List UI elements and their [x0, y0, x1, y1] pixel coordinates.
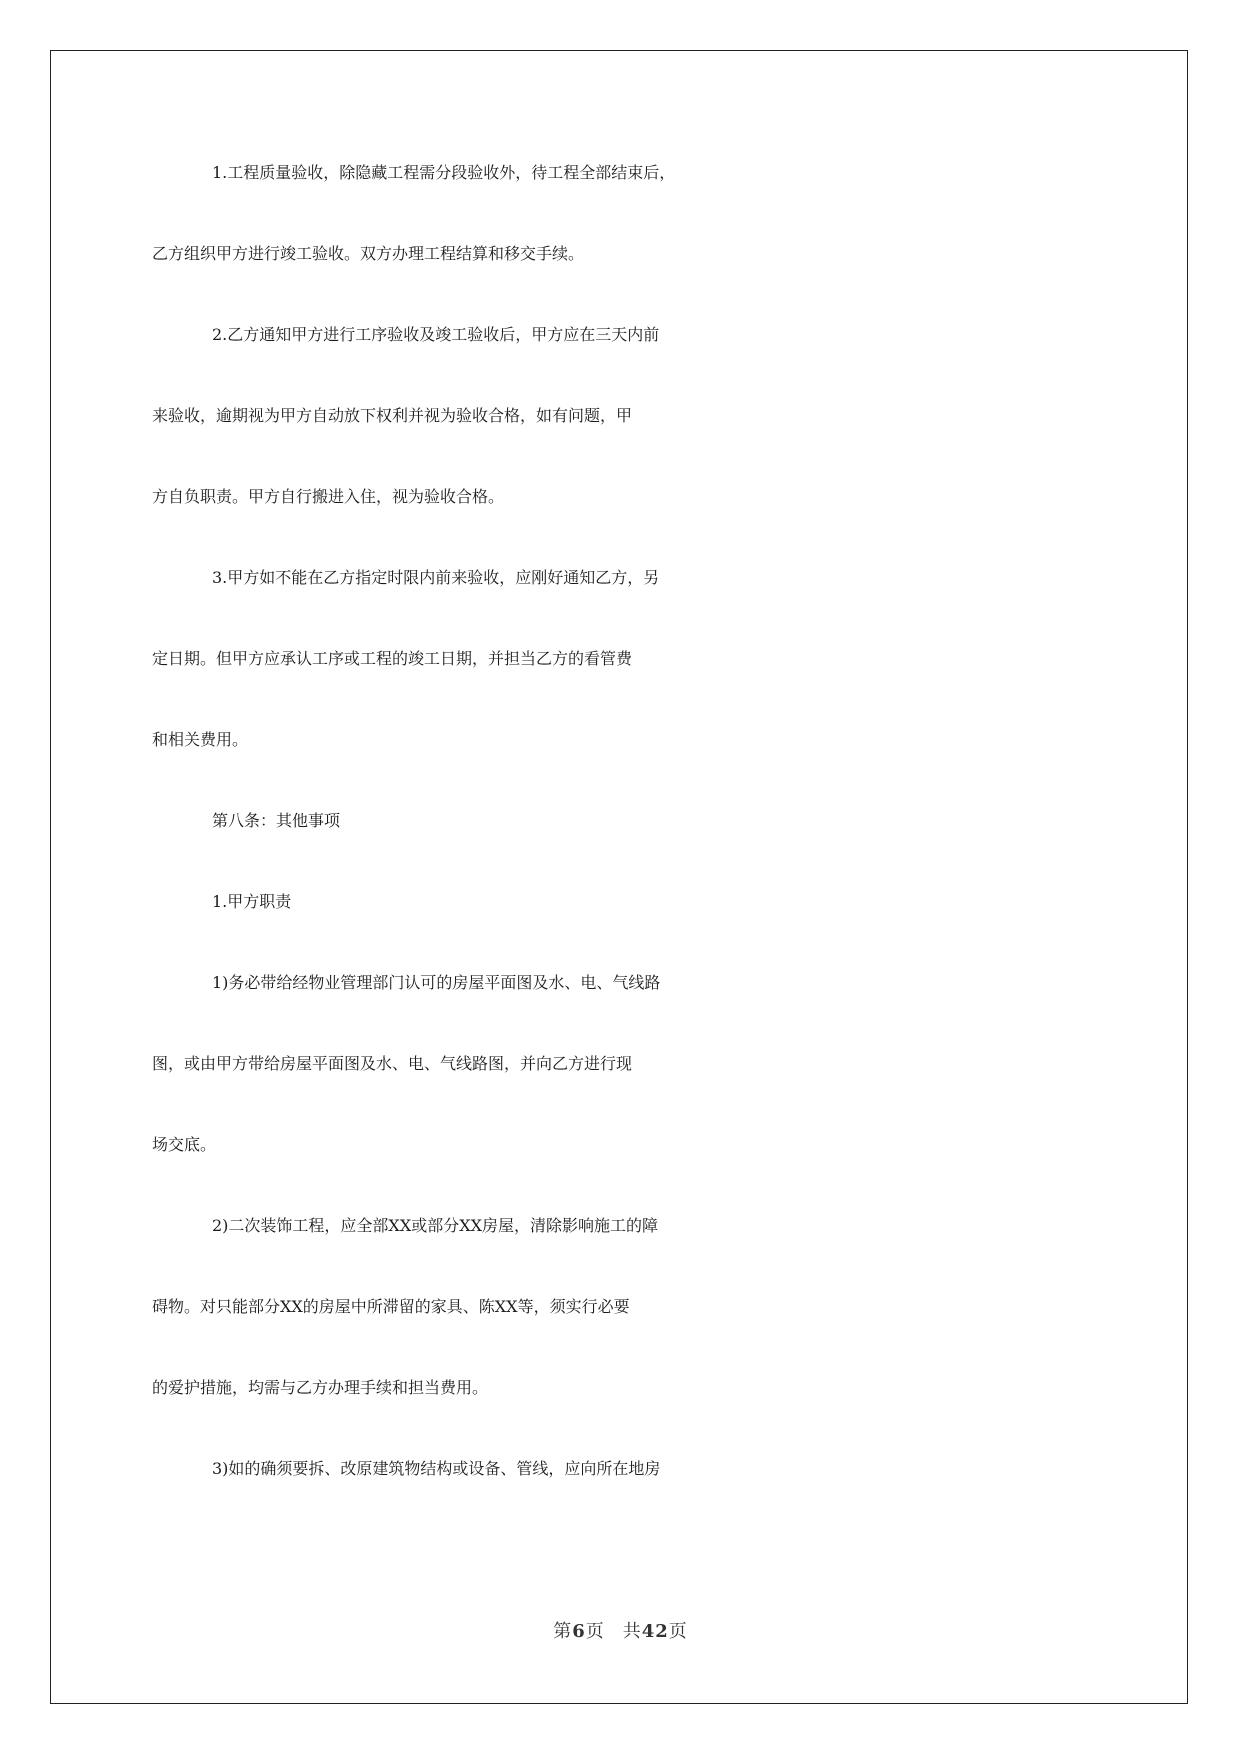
text-line: 3.甲方如不能在乙方指定时限内前来验收，应刚好通知乙方，另	[212, 568, 660, 587]
text-line: 和相关费用。	[152, 730, 249, 749]
text-line: 方自负职责。甲方自行搬进入住，视为验收合格。	[152, 487, 505, 506]
text-line: 1)务必带给经物业管理部门认可的房屋平面图及水、电、气线路	[212, 973, 661, 992]
page-suffix: 页	[585, 1621, 605, 1642]
page-footer	[0, 1617, 1241, 1643]
text-line: 图，或由甲方带给房屋平面图及水、电、气线路图，并向乙方进行现	[152, 1054, 633, 1073]
text-line: 3)如的确须要拆、改原建筑物结构或设备、管线，应向所在地房	[212, 1459, 661, 1478]
text-line: 2.乙方通知甲方进行工序验收及竣工验收后，甲方应在三天内前	[212, 325, 660, 344]
text-line: 碍物。对只能部分XX的房屋中所滞留的家具、陈XX等，须实行必要	[152, 1297, 630, 1316]
total-suffix: 页	[668, 1621, 688, 1642]
text-line: 的爱护措施，均需与乙方办理手续和担当费用。	[152, 1378, 489, 1397]
text-line: 乙方组织甲方进行竣工验收。双方办理工程结算和移交手续。	[152, 244, 585, 263]
text-line: 场交底。	[152, 1135, 217, 1154]
page-number: 6	[572, 1621, 586, 1642]
total-prefix: 共	[622, 1621, 642, 1642]
document-body	[152, 160, 1092, 1537]
text-line: 1.工程质量验收，除隐藏工程需分段验收外，待工程全部结束后，	[212, 163, 676, 182]
text-line: 定日期。但甲方应承认工序或工程的竣工日期，并担当乙方的看管费	[152, 649, 633, 668]
section-heading: 第八条：其他事项	[212, 811, 341, 830]
text-line: 来验收，逾期视为甲方自动放下权利并视为验收合格，如有问题，甲	[152, 406, 633, 425]
page-prefix: 第	[553, 1621, 573, 1642]
total-pages: 42	[641, 1621, 669, 1642]
text-line: 2)二次装饰工程，应全部XX或部分XX房屋，清除影响施工的障	[212, 1216, 658, 1235]
subsection-heading: 1.甲方职责	[212, 892, 292, 911]
